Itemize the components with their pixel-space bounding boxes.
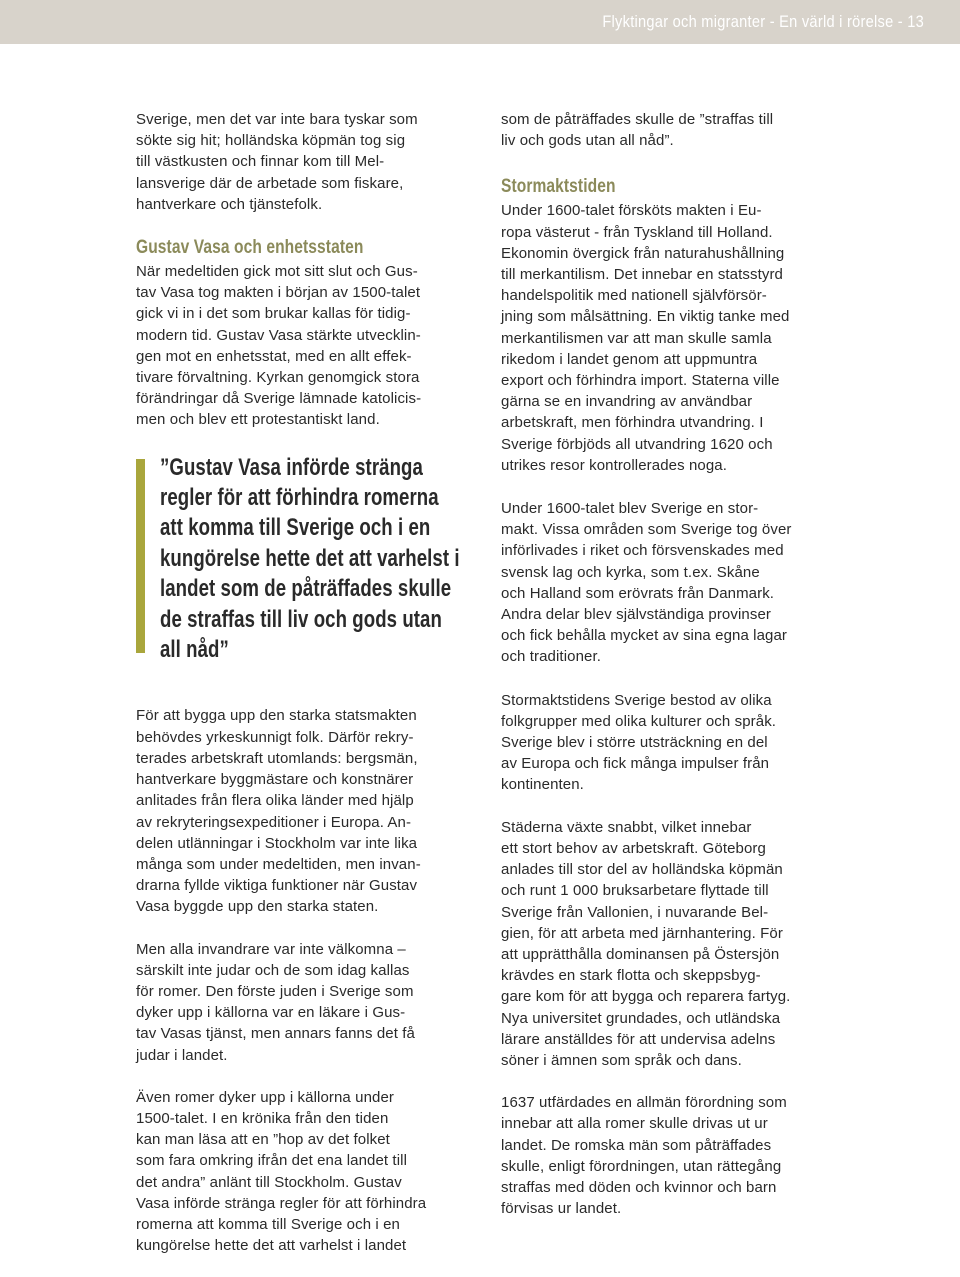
text-line: sökte sig hit; holländska köpmän tog sig <box>136 132 406 150</box>
text-line: det andra” anlänt till Stockholm. Gustav <box>136 1173 402 1191</box>
intro-paragraph <box>136 109 466 215</box>
text-line: jning som målsättning. En viktig tanke med <box>501 308 790 326</box>
text-line: och runt 1 000 bruksarbetare flyttade till <box>501 882 769 900</box>
text-line: som de påträffades skulle de ”straffas till <box>501 111 774 128</box>
text-line: Ekonomin övergick från naturahushållning <box>501 244 785 262</box>
paragraph <box>501 1092 831 1219</box>
paragraph <box>501 817 831 1071</box>
right-column <box>501 109 831 1240</box>
text-line: Vasa byggde upp den starka staten. <box>136 898 379 916</box>
text-line: liv och gods utan all nåd”. <box>501 132 674 150</box>
pull-quote <box>136 453 466 666</box>
text-line: men och blev ett protestantiskt land. <box>136 411 380 429</box>
text-line: 1637 utfärdades en allmän förordning som <box>501 1094 787 1112</box>
intro-paragraph <box>501 109 831 151</box>
text-line: merkantilismen var att man skulle samla <box>501 329 772 347</box>
quote-line: att komma till Sverige och i en <box>160 514 431 542</box>
text-line: kan man läsa att en ”hop av det folket <box>136 1131 390 1149</box>
section-heading: Gustav Vasa och enhetsstaten <box>136 237 364 259</box>
quote-line: de straffas till liv och gods utan <box>160 605 442 633</box>
quote-bar <box>136 459 145 653</box>
text-line: Sverige blev i större utsträckning en del <box>501 734 768 752</box>
text-line: anlitades från flera olika länder med hjälp <box>136 792 414 810</box>
text-line: och traditioner. <box>501 648 601 666</box>
text-line: Under 1600-talet blev Sverige en stor- <box>501 500 759 518</box>
text-line: många som under medeltiden, men invan- <box>136 855 421 873</box>
text-line: för romer. Den förste juden i Sverige som <box>136 982 414 1000</box>
text-line: förändringar då Sverige lämnade katolicis- <box>136 390 422 408</box>
text-line: Under 1600-talet försköts makten i Eu- <box>501 202 762 220</box>
paragraph <box>136 939 466 1066</box>
text-line: Men alla invandrare var inte välkomna – <box>136 940 406 958</box>
running-header-title: Flyktingar och migranter - En värld i rörelse - 13 <box>602 12 924 31</box>
text-line: export och förhindra import. Staterna ville <box>501 372 780 390</box>
text-line: tav Vasa tog makten i början av 1500-talet <box>136 284 421 302</box>
text-line: söner i ämnen som språk och dans. <box>501 1051 742 1069</box>
text-line: lärare anställdes för att undervisa adelns <box>501 1030 776 1048</box>
text-line: Även romer dyker upp i källorna under <box>136 1088 394 1106</box>
page-header <box>0 0 960 44</box>
text-line: gick vi in i det som brukar kallas för tidig- <box>136 305 411 323</box>
text-line: till merkantilism. Det innebar en statsstyrd <box>501 266 783 284</box>
text-line: gärna se en invandring av användbar <box>501 393 753 411</box>
text-line: Sverige förbjöds all utvandring 1620 och <box>501 435 773 453</box>
text-line: Stormaktstidens Sverige bestod av olika <box>501 691 772 709</box>
text-line: makt. Vissa områden som Sverige tog över <box>501 521 792 539</box>
left-column <box>136 109 466 1277</box>
text-line: rikedom i landet genom att uppmuntra <box>501 350 758 368</box>
text-line: utrikes resor kontrollerades noga. <box>501 456 728 474</box>
text-line: gare kom för att bygga och reparera fartyg. <box>501 988 791 1006</box>
text-line: När medeltiden gick mot sitt slut och Gus- <box>136 263 418 281</box>
text-line: gen mot en enhetsstat, med en allt effek- <box>136 347 412 365</box>
text-line: införlivades i riket och försvenskades med <box>501 542 784 560</box>
paragraph <box>501 498 831 668</box>
text-line: handelspolitik med nationell självförsör- <box>501 287 767 305</box>
quote-line: regler för att förhindra romerna <box>160 484 439 512</box>
text-line: lansverige där de arbetade som fiskare, <box>136 174 404 192</box>
text-line: delen utlänningar i Stockholm var inte lika <box>136 834 418 852</box>
text-line: Nya universitet grundades, och utländska <box>501 1009 781 1027</box>
text-line: tav Vasas tjänst, men annars fanns det få <box>136 1025 415 1043</box>
paragraph <box>501 690 831 796</box>
quote-line: landet som de påträffades skulle <box>160 575 452 603</box>
text-line: skulle, enligt förordningen, utan rättegång <box>501 1157 782 1175</box>
text-line: krävdes en stark flotta och skeppsbyg- <box>501 967 761 985</box>
quote-line: all nåd” <box>160 636 229 664</box>
text-line: och Halland som erövrats från Danmark. <box>501 584 775 602</box>
text-line: modern tid. Gustav Vasa stärkte utvecklin- <box>136 326 421 344</box>
text-line: tivare förvaltning. Kyrkan genomgick stora <box>136 369 420 387</box>
section-gustav-vasa <box>136 236 466 431</box>
text-line: 1500-talet. I en krönika från den tiden <box>136 1109 389 1127</box>
text-line: drarna fyllde viktiga funktioner när Gustav <box>136 877 418 895</box>
text-line: judar i landet. <box>136 1046 228 1064</box>
text-line: ett stort behov av arbetskraft. Göteborg <box>501 839 766 857</box>
text-line: till västkusten och finnar kom till Mel- <box>136 153 385 171</box>
text-line: som fara omkring ifrån det ena landet till <box>136 1152 407 1170</box>
text-line: att upprätthålla dominansen på Östersjön <box>501 945 780 963</box>
text-line: särskilt inte judar och de som idag kallas <box>136 961 410 979</box>
text-line: kungörelse hette det att varhelst i landet <box>136 1237 407 1255</box>
text-line: av Europa och fick många impulser från <box>501 755 770 773</box>
text-line: och fick behålla mycket av sina egna lagar <box>501 627 788 645</box>
text-line: Städerna växte snabbt, vilket innebar <box>501 818 752 836</box>
section-heading: Stormaktstiden <box>501 176 616 198</box>
text-line: För att bygga upp den starka statsmakten <box>136 707 417 725</box>
text-line: straffas med döden och kvinnor och barn <box>501 1178 777 1196</box>
text-line: Andra delar blev självständiga provinser <box>501 606 771 624</box>
text-line: dyker upp i källorna var en läkare i Gus- <box>136 1004 406 1022</box>
text-line: kontinenten. <box>501 776 584 794</box>
text-line: hantverkare och tjänstefolk. <box>136 195 323 213</box>
text-line: anlades till stor del av holländska köpmän <box>501 861 783 879</box>
text-line: Vasa införde stränga regler för att förhindra <box>136 1194 427 1212</box>
text-line: Sverige från Vallonien, i nuvarande Bel- <box>501 903 769 921</box>
text-line: av rekryteringsexpeditioner i Europa. An- <box>136 813 412 831</box>
text-line: landet. De romska män som påträffades <box>501 1136 772 1154</box>
text-line: förvisas ur landet. <box>501 1200 622 1218</box>
text-line: hantverkare byggmästare och konstnärer <box>136 771 414 789</box>
text-line: terades arbetskraft utomlands: bergsmän, <box>136 749 418 767</box>
quote-line: ”Gustav Vasa införde stränga <box>160 453 423 481</box>
text-line: ropa västerut - från Tyskland till Holland. <box>501 223 773 241</box>
text-line: Sverige, men det var inte bara tyskar som <box>136 111 418 128</box>
text-line: arbetskraft, men förhindra utvandring. I <box>501 414 764 432</box>
paragraph <box>136 705 466 917</box>
text-line: svensk lag och kyrka, som t.ex. Skåne <box>501 563 760 581</box>
text-line: folkgrupper med olika kulturer och språk. <box>501 712 777 730</box>
text-line: romerna att komma till Sverige och i en <box>136 1215 401 1233</box>
quote-line: kungörelse hette det att varhelst i <box>160 544 460 572</box>
text-line: innebar att alla romer skulle drivas ut ur <box>501 1115 768 1133</box>
text-line: gien, för att arbeta med järnhantering. För <box>501 924 783 942</box>
paragraph <box>136 1087 466 1257</box>
text-line: behövdes yrkeskunnigt folk. Därför rekry- <box>136 728 414 746</box>
section-stormaktstiden <box>501 175 831 476</box>
